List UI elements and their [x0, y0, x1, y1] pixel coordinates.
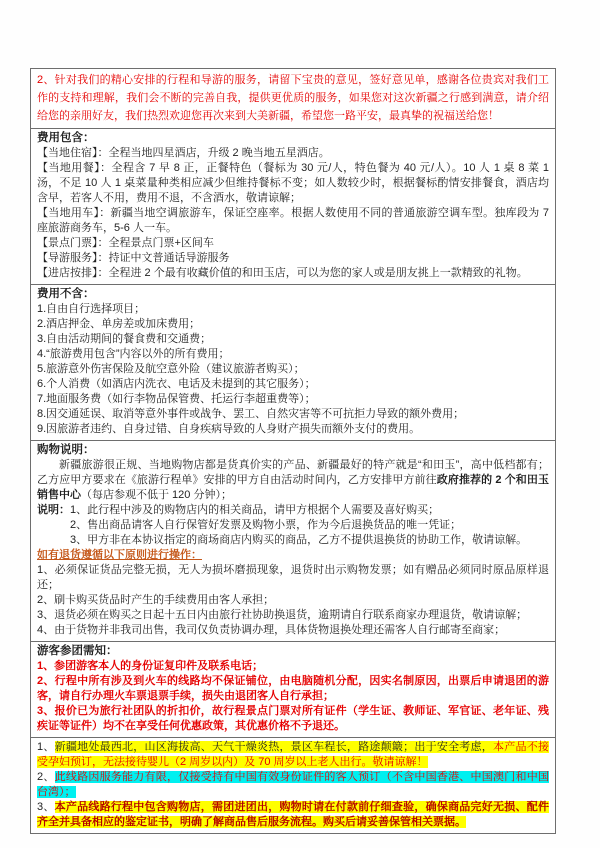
shopping-notes-section-run-0-0: 购物说明：	[37, 444, 95, 456]
fees-included-section-para-6	[37, 266, 549, 281]
highlighted-warnings-section-run-0-0: 1、	[37, 741, 55, 753]
highlighted-warnings-section-run-1-1: 此线路因服务能力有限，仅接受持有中国有效身份证件的客人预订（不含中国香港、中国澳门和中国台湾）；	[37, 771, 549, 798]
fees-excluded-section-para-9	[37, 422, 549, 437]
shopping-notes-section-run-1-1: 政府推荐的 2 个和田玉销售中心	[37, 474, 549, 501]
highlighted-warnings-section-para-0	[37, 740, 549, 770]
shopping-notes-section-para-4	[37, 533, 549, 548]
fees-excluded-section-run-7-0: 7.地面服务费（如行李物品保管费、托运行李超重费等）；	[37, 393, 316, 405]
fees-excluded-section-para-3	[37, 332, 549, 347]
fees-included-section-run-5-0: 【导游服务】：持证中文普通话导游服务	[37, 252, 230, 264]
highlighted-warnings-section-run-2-0: 3、	[37, 801, 55, 813]
shopping-notes-section-run-2-1: 1、此行程中涉及的购物店内的相关商品，请甲方根据个人需要及喜好购买；	[70, 504, 440, 516]
fees-excluded-section	[31, 285, 555, 441]
shopping-notes-section-run-2-0: 说明：	[37, 504, 70, 516]
shopping-notes-section-run-7-0: 2、刷卡购买货品时产生的手续费用由客人承担；	[37, 594, 275, 606]
fees-excluded-section-run-6-0: 6.个人消费（如酒店内洗衣、电话及未提到的其它服务）；	[37, 378, 316, 390]
fees-excluded-section-para-6	[37, 377, 549, 392]
fees-excluded-section-para-2	[37, 317, 549, 332]
shopping-notes-section-para-0	[37, 443, 549, 458]
fees-included-section-run-4-0: 【景点门票】：全程景点门票+区间车	[37, 237, 214, 249]
fees-excluded-section-run-3-0: 3.自由活动期间的餐食费和交通费；	[37, 333, 212, 345]
intro-note-row-para-0	[37, 71, 549, 125]
shopping-notes-section-para-3	[37, 518, 549, 533]
shopping-notes-section-run-1-2: （每店参观不低于 120 分钟）；	[81, 489, 232, 501]
shopping-notes-section-run-3-0: 2、售出商品请客人自行保管好发票及购物小票，作为今后退换货品的唯一凭证；	[70, 519, 462, 531]
fees-excluded-section-run-4-0: 4.“旅游费用包含”内容以外的所有费用；	[37, 348, 230, 360]
highlighted-warnings-section-para-2	[37, 800, 549, 830]
group-notice-section-para-3	[37, 704, 549, 734]
highlighted-warnings-section-run-0-2: 本产品不接受孕妇预订，无法接待婴儿（2 周岁以内）及 70 周岁以上老人出行。敬请谅解！	[37, 741, 549, 768]
highlighted-warnings-section-run-1-0: 2、	[37, 771, 55, 783]
fees-excluded-section-run-0-0: 费用不含：	[37, 288, 95, 300]
fees-included-section-run-1-0: 【当地住宿】：全程当地四星酒店，升级 2 晚当地五星酒店。	[37, 147, 330, 159]
group-notice-section-para-2	[37, 674, 549, 704]
fees-included-section-run-6-0: 【进店按排】：全程进 2 个最有收藏价值的和田玉店，可以为您的家人或是朋友挑上一款精致的礼物。	[37, 267, 528, 279]
intro-note-row-run-0-0: 2、针对我们的精心安排的行程和导游的服务，请留下宝贵的意见，签好意见单，感谢各位贵宾对我们工作的支持和理解，我们会不断的完善自我，提供更优质的服务，如果您对这次新疆之行感到满意，请介绍给您的亲朋好友，我们热烈欢迎您再次来到大美新疆，希望您一路平安，最真挚的祝福送给您！	[37, 74, 549, 122]
highlighted-warnings-section-run-2-1: 本产品线路行程中包含购物店，需团进团出，购物时请在付款前仔细查验，确保商品完好无损、配件齐全并具备相应的鉴定证书，明确了解商品售后服务流程。购买后请妥善保管相关票据。	[37, 801, 549, 828]
fees-excluded-section-para-1	[37, 302, 549, 317]
fees-included-section-para-3	[37, 206, 549, 236]
highlighted-warnings-section-run-0-1: 新疆地处最西北，山区海拔高、天气干燥炎热，景区车程长，路途颠簸；出于安全考虑，	[54, 741, 494, 753]
fees-included-section-para-1	[37, 146, 549, 161]
fees-included-section-para-0	[37, 131, 549, 146]
shopping-notes-section-para-2	[37, 503, 549, 518]
fees-excluded-section-para-5	[37, 362, 549, 377]
shopping-notes-section-run-4-0: 3、甲方非在本协议指定的商场商店内购买的商品，乙方不提供退换货的协助工作，敬请谅解。	[70, 534, 528, 546]
fees-included-section-para-2	[37, 161, 549, 206]
shopping-notes-section-run-5-0: 如有退货遵循以下原则进行操作：	[37, 549, 202, 561]
group-notice-section	[31, 642, 555, 738]
shopping-notes-section-run-1-0: 新疆旅游很正规、当地购物店都是货真价实的产品、新疆最好的特产就是“和田玉”，高中低档都有；乙方应甲方要求在《旅游行程单》安排的甲方自由活动时间内，乙方安排甲方前往	[37, 459, 549, 486]
fees-included-section-para-5	[37, 251, 549, 266]
fees-excluded-section-run-1-0: 1.自由自行选择项目；	[37, 303, 146, 315]
fees-included-section-run-3-0: 【当地用车】：新疆当地空调旅游车，保证空座率。根据人数使用不同的普通旅游空调车型。独库段为 7 座旅游商务车，5-6 人一车。	[37, 207, 549, 234]
fees-excluded-section-para-0	[37, 287, 549, 302]
fees-excluded-section-para-4	[37, 347, 549, 362]
terms-table	[30, 68, 556, 834]
fees-included-section	[31, 129, 555, 285]
fees-excluded-section-para-7	[37, 392, 549, 407]
fees-excluded-section-run-9-0: 9.因旅游者违约、自身过错、自身疾病导致的人身财产损失而额外支付的费用。	[37, 423, 421, 435]
group-notice-section-para-1	[37, 659, 549, 674]
shopping-notes-section-run-8-0: 3、退货必须在购买之日起十五日内由旅行社协助换退货，逾期请自行联系商家办理退货，敬请谅解；	[37, 609, 528, 621]
shopping-notes-section-run-6-0: 1、必须保证货品完整无损，无人为损坏磨损现象，退货时出示购物发票；如有赠品必须同时原品原样退还；	[37, 564, 549, 591]
shopping-notes-section	[31, 441, 555, 642]
shopping-notes-section-para-8	[37, 608, 549, 623]
shopping-notes-section-para-6	[37, 563, 549, 593]
fees-included-section-run-2-0: 【当地用餐】：全程含 7 早 8 正，正餐特色（餐标为 30 元/人，特色餐为 40 元/人）。10 人 1 桌 8 菜 1 汤，不足 10 人 1 桌菜量种类相应减少但维持餐标不变；如人数较少时，根据餐标酌情安排餐食，酒店均含早，若客人不用，费用不退，不含酒水，敬请谅解；	[37, 162, 549, 204]
group-notice-section-para-0	[37, 644, 549, 659]
shopping-notes-section-para-9	[37, 623, 549, 638]
highlighted-warnings-section	[31, 738, 555, 833]
fees-included-section-run-0-0: 费用包含：	[37, 132, 95, 144]
shopping-notes-section-para-1	[37, 458, 549, 503]
group-notice-section-run-0-0: 游客参团需知：	[37, 645, 118, 657]
group-notice-section-run-2-0: 2、行程中所有涉及到火车的线路均不保证铺位，由电脑随机分配，因实名制原因，出票后申请退团的游客，请自行办理火车票退票手续，损失由退团客人自行承担；	[37, 675, 549, 702]
fees-included-section-para-4	[37, 236, 549, 251]
shopping-notes-section-run-9-0: 4、由于货物并非我司出售，我司仅负责协调办理，具体货物退换处理还需客人自行邮寄至商家；	[37, 624, 506, 636]
shopping-notes-section-para-7	[37, 593, 549, 608]
shopping-notes-section-para-5	[37, 548, 549, 563]
fees-excluded-section-para-8	[37, 407, 549, 422]
intro-note-row	[31, 69, 555, 129]
fees-excluded-section-run-8-0: 8.因交通延误、取消等意外事件或战争、罢工、自然灾害等不可抗拒力导致的额外费用；	[37, 408, 465, 420]
fees-excluded-section-run-5-0: 5.旅游意外伤害保险及航空意外险（建议旅游者购买）；	[37, 363, 305, 375]
group-notice-section-run-1-0: 1、参团游客本人的身份证复印件及联系电话；	[37, 660, 264, 672]
highlighted-warnings-section-para-1	[37, 770, 549, 800]
group-notice-section-run-3-0: 3、报价已为旅行社团队的折扣价，故行程景点门票对所有证件（学生证、教师证、军官证、老年证、残疾证等证件）均不在享受任何优惠政策，其优惠价格不予退还。	[37, 705, 549, 732]
fees-excluded-section-run-2-0: 2.酒店押金、单房差或加床费用；	[37, 318, 201, 330]
